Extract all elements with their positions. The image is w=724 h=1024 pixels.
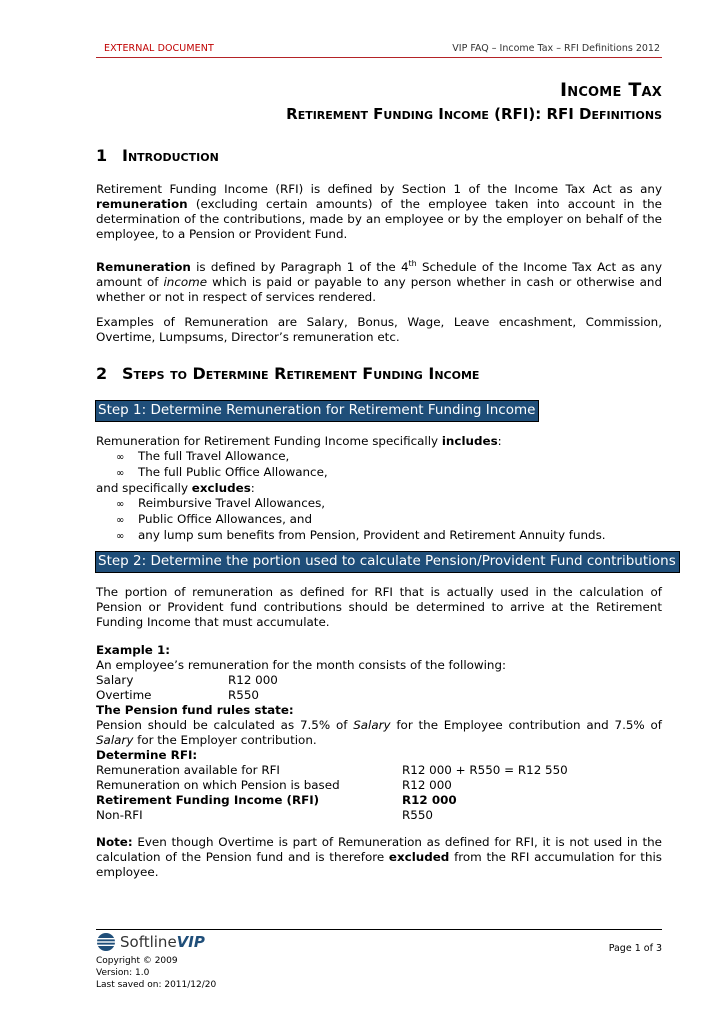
infinity-bullet-icon: ∞ xyxy=(116,531,125,542)
example-block xyxy=(96,643,662,823)
globe-icon xyxy=(96,932,116,952)
list-item: ∞ any lump sum benefits from Pension, Provident and Retirement Annuity funds. xyxy=(96,528,662,544)
logo-wordmark: SoftlineVIP xyxy=(120,933,205,951)
includes-intro: Remuneration for Retirement Funding Income specifically includes: xyxy=(96,434,502,448)
rules-title: The Pension fund rules state: xyxy=(96,703,294,717)
infinity-bullet-icon: ∞ xyxy=(116,452,125,463)
list-item: ∞ Reimbursive Travel Allowances, xyxy=(96,496,662,512)
example-overtime-row: Overtime R550 xyxy=(96,688,259,702)
intro-paragraph-1: Retirement Funding Income (RFI) is defined by Section 1 of the Income Tax Act as any remuneration (excluding certain amounts) of the employee taken into account in the determination of the contributions, made by an employee or by the employer on behalf of the employee, to a Pension or Provident Fund. xyxy=(96,182,662,241)
example-salary-row: Salary R12 000 xyxy=(96,673,278,687)
header-classification: EXTERNAL DOCUMENT xyxy=(104,43,214,54)
page-header xyxy=(96,43,662,58)
page-number: Page 1 of 3 xyxy=(608,943,662,954)
intro-paragraph-3: Examples of Remuneration are Salary, Bonus, Wage, Leave encashment, Commission, Overtime, Lumpsums, Director’s remuneration etc. xyxy=(96,315,662,344)
table-row: Remuneration available for RFI R12 000 + R550 = R12 550 xyxy=(96,763,568,777)
infinity-bullet-icon: ∞ xyxy=(116,468,125,479)
footer-meta xyxy=(96,955,216,991)
list-item: ∞ Public Office Allowances, and xyxy=(96,512,662,528)
section-1-heading xyxy=(96,146,219,165)
header-document-title: VIP FAQ – Income Tax – RFI Definitions 2012 xyxy=(452,43,660,54)
section-title: Introduction xyxy=(122,146,219,165)
section-2-heading xyxy=(96,364,479,383)
excludes-intro: and specifically excludes: xyxy=(96,481,255,495)
section-number: 2 xyxy=(96,364,108,383)
softline-vip-logo xyxy=(96,931,205,953)
step-1-list xyxy=(96,434,662,544)
section-number: 1 xyxy=(96,146,108,165)
document-title: Income Tax xyxy=(559,79,662,101)
intro-paragraph-2: Remuneration is defined by Paragraph 1 of the 4th Schedule of the Income Tax Act as any amount of income which is paid or payable to any person whether in cash or otherwise and whether or not in respect of services rendered. xyxy=(96,259,662,304)
step-2-paragraph: The portion of remuneration as defined for RFI that is actually used in the calculation of Pension or Provident fund contributions should be determined to arrive at the Retirement Funding Income that must accumulate. xyxy=(96,585,662,629)
footer-divider xyxy=(96,929,662,930)
last-saved-text: Last saved on: 2011/12/20 xyxy=(96,980,217,990)
step-2-heading: Step 2: Determine the portion used to calculate Pension/Provident Fund contributions xyxy=(96,552,679,572)
copyright-text: Copyright © 2009 xyxy=(96,956,178,966)
document-subtitle: Retirement Funding Income (RFI): RFI Definitions xyxy=(286,105,662,123)
infinity-bullet-icon: ∞ xyxy=(116,515,125,526)
table-row: Retirement Funding Income (RFI) R12 000 xyxy=(96,793,457,807)
list-item: ∞ The full Public Office Allowance, xyxy=(96,465,662,481)
table-row: Non-RFI R550 xyxy=(96,808,433,822)
rules-text: Pension should be calculated as 7.5% of Salary for the Employee contribution and 7.5% of Salary for the Employer contribution. xyxy=(96,718,662,747)
infinity-bullet-icon: ∞ xyxy=(116,499,125,510)
table-row: Remuneration on which Pension is based R12 000 xyxy=(96,778,452,792)
step-1-heading: Step 1: Determine Remuneration for Retirement Funding Income xyxy=(96,401,538,421)
version-text: Version: 1.0 xyxy=(96,968,150,978)
note-paragraph: Note: Even though Overtime is part of Remuneration as defined for RFI, it is not used in the calculation of the Pension fund and is therefore excluded from the RFI accumulation for this employee. xyxy=(96,835,662,879)
list-item: ∞ The full Travel Allowance, xyxy=(96,449,662,465)
example-title: Example 1: xyxy=(96,643,171,657)
determine-title: Determine RFI: xyxy=(96,748,198,762)
section-title: Steps to Determine Retirement Funding Income xyxy=(122,364,480,383)
example-intro: An employee’s remuneration for the month consists of the following: xyxy=(96,658,507,672)
